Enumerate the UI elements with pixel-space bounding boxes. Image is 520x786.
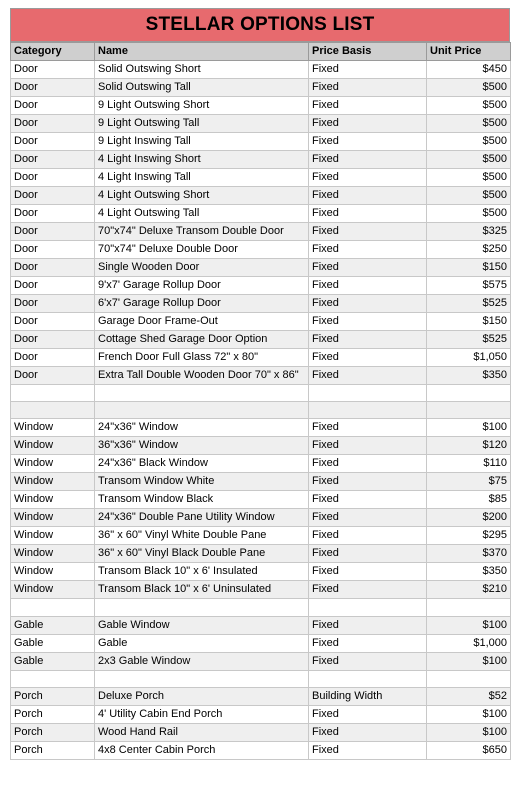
table-row — [11, 437, 511, 455]
cell-category: Door — [11, 259, 95, 277]
cell-name: 9'x7' Garage Rollup Door — [95, 277, 309, 295]
cell-unit-price: $85 — [427, 491, 511, 509]
cell-price-basis: Fixed — [309, 367, 427, 385]
cell-price-basis: Building Width — [309, 687, 427, 705]
sheet-title: STELLAR OPTIONS LIST — [10, 8, 510, 42]
cell-name: 36" x 60" Vinyl Black Double Pane — [95, 545, 309, 563]
cell-name: 4x8 Center Cabin Porch — [95, 741, 309, 759]
cell-unit-price: $500 — [427, 79, 511, 97]
cell-name — [95, 599, 309, 616]
cell-price-basis — [309, 670, 427, 687]
table-row — [11, 133, 511, 151]
cell-price-basis: Fixed — [309, 97, 427, 115]
cell-name — [95, 385, 309, 402]
cell-name: Transom Window Black — [95, 491, 309, 509]
cell-category — [11, 599, 95, 616]
cell-unit-price: $150 — [427, 259, 511, 277]
cell-price-basis: Fixed — [309, 705, 427, 723]
cell-name: 24"x36" Black Window — [95, 455, 309, 473]
cell-category — [11, 670, 95, 687]
cell-unit-price: $150 — [427, 313, 511, 331]
cell-price-basis: Fixed — [309, 652, 427, 670]
cell-unit-price — [427, 402, 511, 419]
cell-unit-price: $100 — [427, 723, 511, 741]
table-row — [11, 687, 511, 705]
cell-unit-price: $325 — [427, 223, 511, 241]
cell-name: 36" x 60" Vinyl White Double Pane — [95, 527, 309, 545]
cell-unit-price: $500 — [427, 151, 511, 169]
cell-unit-price: $1,000 — [427, 634, 511, 652]
table-row — [11, 705, 511, 723]
cell-name — [95, 670, 309, 687]
header-row — [11, 43, 511, 61]
cell-name — [95, 402, 309, 419]
cell-name: Transom Black 10" x 6' Uninsulated — [95, 581, 309, 599]
cell-category — [11, 385, 95, 402]
cell-unit-price: $500 — [427, 115, 511, 133]
cell-category: Gable — [11, 616, 95, 634]
cell-price-basis: Fixed — [309, 741, 427, 759]
cell-price-basis — [309, 385, 427, 402]
table-row — [11, 527, 511, 545]
cell-unit-price: $525 — [427, 331, 511, 349]
cell-name: 4 Light Inswing Short — [95, 151, 309, 169]
cell-unit-price: $500 — [427, 133, 511, 151]
header-name: Name — [95, 43, 309, 61]
cell-price-basis — [309, 599, 427, 616]
cell-name: 9 Light Outswing Tall — [95, 115, 309, 133]
cell-price-basis: Fixed — [309, 277, 427, 295]
cell-unit-price: $100 — [427, 652, 511, 670]
cell-unit-price: $500 — [427, 205, 511, 223]
table-row — [11, 187, 511, 205]
cell-category: Door — [11, 187, 95, 205]
table-row — [11, 491, 511, 509]
cell-name: Single Wooden Door — [95, 259, 309, 277]
cell-name: Gable Window — [95, 616, 309, 634]
table-row — [11, 151, 511, 169]
cell-unit-price: $52 — [427, 687, 511, 705]
table-row — [11, 169, 511, 187]
table-row — [11, 367, 511, 385]
cell-price-basis: Fixed — [309, 295, 427, 313]
table-row — [11, 563, 511, 581]
table-row — [11, 509, 511, 527]
table-body — [11, 61, 511, 760]
cell-category: Door — [11, 133, 95, 151]
cell-name: Transom Window White — [95, 473, 309, 491]
table-row — [11, 581, 511, 599]
cell-unit-price: $100 — [427, 616, 511, 634]
cell-category: Window — [11, 437, 95, 455]
cell-name: 4' Utility Cabin End Porch — [95, 705, 309, 723]
cell-category: Door — [11, 151, 95, 169]
cell-unit-price: $100 — [427, 705, 511, 723]
cell-name: 24"x36" Window — [95, 419, 309, 437]
cell-price-basis: Fixed — [309, 241, 427, 259]
cell-price-basis: Fixed — [309, 133, 427, 151]
cell-category — [11, 402, 95, 419]
cell-category: Porch — [11, 705, 95, 723]
cell-category: Window — [11, 545, 95, 563]
cell-price-basis: Fixed — [309, 349, 427, 367]
table-row — [11, 97, 511, 115]
cell-unit-price: $525 — [427, 295, 511, 313]
cell-name: 24"x36" Double Pane Utility Window — [95, 509, 309, 527]
cell-category: Window — [11, 563, 95, 581]
cell-name: 6'x7' Garage Rollup Door — [95, 295, 309, 313]
cell-unit-price: $210 — [427, 581, 511, 599]
cell-unit-price: $100 — [427, 419, 511, 437]
cell-category: Door — [11, 331, 95, 349]
cell-price-basis: Fixed — [309, 115, 427, 133]
cell-unit-price: $650 — [427, 741, 511, 759]
options-table — [10, 42, 511, 760]
cell-category: Porch — [11, 687, 95, 705]
table-row — [11, 545, 511, 563]
cell-category: Door — [11, 349, 95, 367]
cell-unit-price: $75 — [427, 473, 511, 491]
cell-category: Door — [11, 241, 95, 259]
cell-category: Gable — [11, 634, 95, 652]
cell-price-basis: Fixed — [309, 331, 427, 349]
cell-unit-price: $110 — [427, 455, 511, 473]
header-unit-price: Unit Price — [427, 43, 511, 61]
cell-unit-price: $500 — [427, 97, 511, 115]
cell-name: French Door Full Glass 72" x 80" — [95, 349, 309, 367]
table-row — [11, 295, 511, 313]
cell-price-basis — [309, 402, 427, 419]
cell-unit-price: $450 — [427, 61, 511, 79]
cell-name: 9 Light Outswing Short — [95, 97, 309, 115]
cell-category: Door — [11, 97, 95, 115]
cell-unit-price — [427, 670, 511, 687]
cell-category: Door — [11, 79, 95, 97]
cell-price-basis: Fixed — [309, 205, 427, 223]
table-row — [11, 205, 511, 223]
table-row — [11, 277, 511, 295]
cell-price-basis: Fixed — [309, 545, 427, 563]
cell-price-basis: Fixed — [309, 634, 427, 652]
cell-category: Door — [11, 169, 95, 187]
cell-price-basis: Fixed — [309, 455, 427, 473]
cell-category: Window — [11, 473, 95, 491]
cell-category: Window — [11, 455, 95, 473]
cell-price-basis: Fixed — [309, 581, 427, 599]
cell-price-basis: Fixed — [309, 437, 427, 455]
cell-category: Door — [11, 61, 95, 79]
cell-unit-price: $1,050 — [427, 349, 511, 367]
cell-category: Porch — [11, 741, 95, 759]
cell-name: Extra Tall Double Wooden Door 70" x 86" — [95, 367, 309, 385]
cell-name: 9 Light Inswing Tall — [95, 133, 309, 151]
cell-unit-price — [427, 599, 511, 616]
cell-unit-price: $500 — [427, 169, 511, 187]
table-row — [11, 79, 511, 97]
cell-category: Door — [11, 295, 95, 313]
table-row — [11, 599, 511, 616]
cell-price-basis: Fixed — [309, 419, 427, 437]
cell-price-basis: Fixed — [309, 169, 427, 187]
cell-price-basis: Fixed — [309, 473, 427, 491]
cell-category: Door — [11, 367, 95, 385]
table-row — [11, 115, 511, 133]
cell-price-basis: Fixed — [309, 616, 427, 634]
cell-name: 70"x74" Deluxe Double Door — [95, 241, 309, 259]
cell-unit-price: $295 — [427, 527, 511, 545]
cell-name: 4 Light Inswing Tall — [95, 169, 309, 187]
table-row — [11, 616, 511, 634]
cell-category: Door — [11, 223, 95, 241]
cell-unit-price: $500 — [427, 187, 511, 205]
table-row — [11, 259, 511, 277]
cell-price-basis: Fixed — [309, 259, 427, 277]
cell-name: 4 Light Outswing Short — [95, 187, 309, 205]
cell-category: Window — [11, 527, 95, 545]
table-row — [11, 349, 511, 367]
cell-name: Solid Outswing Tall — [95, 79, 309, 97]
cell-category: Porch — [11, 723, 95, 741]
table-row — [11, 419, 511, 437]
table-row — [11, 241, 511, 259]
cell-name: Transom Black 10" x 6' Insulated — [95, 563, 309, 581]
table-row — [11, 331, 511, 349]
cell-name: 70"x74" Deluxe Transom Double Door — [95, 223, 309, 241]
options-sheet — [10, 8, 510, 760]
table-row — [11, 61, 511, 79]
table-row — [11, 455, 511, 473]
cell-unit-price — [427, 385, 511, 402]
header-price-basis: Price Basis — [309, 43, 427, 61]
cell-unit-price: $575 — [427, 277, 511, 295]
cell-category: Door — [11, 205, 95, 223]
cell-price-basis: Fixed — [309, 723, 427, 741]
table-row — [11, 402, 511, 419]
cell-name: 36"x36" Window — [95, 437, 309, 455]
cell-name: 2x3 Gable Window — [95, 652, 309, 670]
cell-category: Door — [11, 277, 95, 295]
cell-unit-price: $350 — [427, 367, 511, 385]
cell-unit-price: $200 — [427, 509, 511, 527]
cell-category: Window — [11, 491, 95, 509]
cell-category: Window — [11, 419, 95, 437]
cell-unit-price: $120 — [427, 437, 511, 455]
cell-unit-price: $370 — [427, 545, 511, 563]
table-row — [11, 652, 511, 670]
cell-name: Solid Outswing Short — [95, 61, 309, 79]
table-row — [11, 634, 511, 652]
table-row — [11, 473, 511, 491]
table-row — [11, 723, 511, 741]
cell-unit-price: $250 — [427, 241, 511, 259]
cell-price-basis: Fixed — [309, 313, 427, 331]
cell-price-basis: Fixed — [309, 563, 427, 581]
table-row — [11, 741, 511, 759]
header-category: Category — [11, 43, 95, 61]
cell-price-basis: Fixed — [309, 187, 427, 205]
cell-price-basis: Fixed — [309, 527, 427, 545]
cell-price-basis: Fixed — [309, 509, 427, 527]
cell-unit-price: $350 — [427, 563, 511, 581]
cell-name: Cottage Shed Garage Door Option — [95, 331, 309, 349]
cell-name: Garage Door Frame-Out — [95, 313, 309, 331]
table-row — [11, 223, 511, 241]
cell-category: Gable — [11, 652, 95, 670]
table-row — [11, 313, 511, 331]
cell-price-basis: Fixed — [309, 61, 427, 79]
cell-name: 4 Light Outswing Tall — [95, 205, 309, 223]
cell-price-basis: Fixed — [309, 79, 427, 97]
cell-category: Window — [11, 581, 95, 599]
cell-category: Door — [11, 313, 95, 331]
cell-category: Window — [11, 509, 95, 527]
cell-price-basis: Fixed — [309, 151, 427, 169]
table-row — [11, 670, 511, 687]
cell-name: Wood Hand Rail — [95, 723, 309, 741]
cell-price-basis: Fixed — [309, 491, 427, 509]
cell-name: Deluxe Porch — [95, 687, 309, 705]
cell-category: Door — [11, 115, 95, 133]
table-row — [11, 385, 511, 402]
cell-name: Gable — [95, 634, 309, 652]
cell-price-basis: Fixed — [309, 223, 427, 241]
